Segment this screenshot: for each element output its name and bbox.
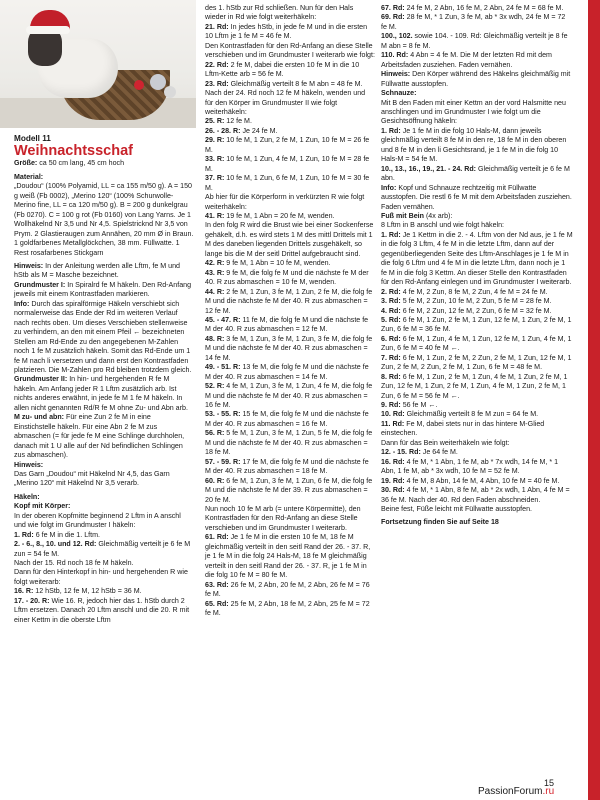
instruction-paragraph — [381, 458, 573, 477]
paragraph-text: Das Garn „Doudou“ mit Häkelnd Nr 4,5, das Garn „Merino 120“ mit Häkelnd Nr 3,5 verarb. — [14, 469, 170, 488]
instruction-paragraph — [381, 231, 573, 288]
paragraph-label: Info: — [14, 299, 30, 308]
paragraph-label: 44. R: — [205, 287, 225, 296]
paragraph-text: 11 fe M, die folg fe M und die nächste fe M der 40. R zus abmaschen = 12 fe M. — [205, 315, 369, 334]
paragraph-label: 10. Rd: — [381, 410, 405, 419]
paragraph-label: 12. - 15. Rd: — [381, 448, 421, 457]
paragraph-text: In der Anleitung werden alle Lftm, fe M und hStb als M = Masche bezeichnet. — [14, 261, 181, 280]
paragraph-text: 4 fe M, * 1 Abn, 8 fe M, ab * 2x wdh, 1 Abn, 4 fe M = 36 fe M. Nach der 40. Rd den Faden abschneiden. — [381, 486, 570, 504]
paragraph-text: 19 fe M, 1 Abn = 20 fe M, wenden. — [224, 211, 335, 220]
column-2-body — [205, 4, 375, 618]
paragraph-label: 25. R: — [205, 117, 225, 126]
instruction-paragraph — [205, 458, 375, 477]
instruction-paragraph — [14, 502, 194, 511]
instruction-paragraph — [381, 4, 573, 13]
paragraph-text: In hin- und hergehenden R fe M häkeln. Am Anfang jeder R 1 Lftm zusätzlich arb. Ist nichts anderes erwähnt, in jede fe M 1 fe M häkeln. In allen nicht genannten Rd/R fe M ohne Zu- und Abn arb. — [14, 375, 188, 412]
paragraph-text: 6 fe M, 2 Zun, 12 fe M, 2 Zun, 6 fe M = 32 fe M. — [400, 306, 552, 315]
paragraph-text: Gleichmäßig verteilt 8 fe M zun = 64 fe M. — [404, 410, 539, 419]
instruction-paragraph — [205, 410, 375, 429]
instruction-paragraph — [14, 413, 194, 460]
instruction-paragraph — [14, 531, 194, 540]
paragraph-label: 1. Rd: — [14, 530, 34, 539]
paragraph-text: Durch das spiralförmige Häkeln verschiebt sich normalerweise das Ende der Rd im weiteren Verlauf nach rechts oben. Um dieses Verschieben stellenweise zu verhindern, an den mit einem Pfeil ← bezeichneten Stellen am Rd-Ende zu den angegebenen M-Zahlen noch 1 fe M zusätzlich häkeln. Somit das Rd-Ende um 1 fe M nach li versetzen und dann erst den Kontrastfaden platzieren. Die M-Zahlen pro Rd bleiben trotzdem gleich. — [14, 299, 192, 374]
paragraph-text: sowie 104. - 109. Rd: Gleichmäßig verteilt je 8 fe M abn = 8 fe M. — [381, 32, 568, 50]
instruction-paragraph — [381, 420, 573, 439]
paragraph-text: Nach der 15. Rd noch 18 fe M häkeln. — [14, 559, 134, 568]
instruction-paragraph — [205, 61, 375, 80]
instruction-paragraph — [381, 89, 573, 98]
paragraph-text: 10 fe M, 1 Zun, 6 fe M, 1 Zun, 10 fe M = 30 fe M. — [205, 174, 370, 192]
instruction-paragraph — [381, 184, 573, 212]
paragraph-text: ca 50 cm lang, 45 cm hoch — [37, 159, 125, 168]
paragraph-label: 69. Rd: — [381, 13, 405, 22]
paragraph-text: 6 fe M in die 1. Lftm. — [33, 530, 100, 539]
paragraph-label: 49. - 51. R: — [205, 363, 241, 372]
paragraph-text: Mit B den Faden mit einer Kettm an der vord Halsmitte neu anschlingen und im Grundmuster I wie folgt um die Gesichtsöffnung häkeln: — [381, 98, 566, 126]
paragraph-label: Grundmuster I: — [14, 280, 66, 289]
instruction-paragraph — [205, 193, 375, 212]
paragraph-text: 24 fe M, 2 Abn, 16 fe M, 2 Abn, 24 fe M = 68 fe M. — [404, 4, 564, 12]
paragraph-text: Dann für den Hinterkopf in hin- und hergehenden R wie folgt weiterarb: — [14, 568, 188, 586]
paragraph-text: 4 fe M, 2 Zun, 8 fe M, 2 Zun, 4 fe M = 24 fe M. — [400, 287, 548, 296]
paragraph-text: 26 fe M, 2 Abn, 20 fe M, 2 Abn, 26 fe M = 76 fe M. — [205, 580, 370, 599]
instruction-paragraph — [205, 259, 375, 268]
paragraph-text: 6 fe M, 1 Zun, 2 fe M, 1 Zun, 4 fe M, 1 Zun, 2 fe M, 1 Zun, 12 fe M, 1 Zun, 2 fe M, 1 Zun, 4 fe M, 1 Zun, 2 fe M, 1 Zun, 6 fe M = 56 fe M ←. — [381, 372, 568, 400]
instruction-paragraph — [205, 600, 375, 619]
paragraph-text: 5 fe M, 1 Zun, 3 fe M, 1 Zun, 5 fe M, die folg fe M und die nächste fe M der 40. R zus abmaschen = 18 fe M. — [205, 429, 373, 457]
instruction-paragraph — [205, 80, 375, 118]
paragraph-label: 37. R: — [205, 174, 225, 183]
instruction-paragraph — [14, 262, 194, 281]
paragraph-text: In den folg R wird die Brust wie bei einer Sockenferse gehäkelt, d.h. es wird stets 1 M des mittl Drittels mit 1 M des daneben liegenden Drittels zusgehäkelt, so lange bis die M der seitl Drittel aufgebraucht sind. — [205, 221, 374, 258]
site-tld: .ru — [542, 786, 555, 797]
instruction-paragraph — [205, 382, 375, 410]
instruction-paragraph — [381, 518, 573, 527]
instruction-paragraph — [14, 559, 194, 568]
column-3-body — [381, 4, 573, 528]
page-title: Weihnachtsschaf — [14, 143, 133, 160]
paragraph-text: 9 fe M, die folg fe M und die nächste fe M der 40. R zus abmaschen = 10 fe M, wenden. — [205, 268, 369, 287]
paragraph-text: 15 fe M, die folg fe M und die nächste fe M der 40. R zus abmaschen = 16 fe M. — [205, 410, 369, 428]
instruction-paragraph — [14, 470, 194, 489]
paragraph-label: 22. Rd: — [205, 60, 229, 69]
paragraph-text: Den Kontrastfaden für den Rd-Anfang an diese Stelle verschieben und im Grundmuster I weiterarb wie folgt: — [205, 41, 375, 60]
paragraph-text: Je 1 fe M in die ersten 10 fe M, 18 fe M gleichmäßig verteilt in den seitl Rand der 26. - 37. R, je 1 fe M in die folg 24 Hals-M, 18 fe M gleichmäßig verteilt in den seitl Rand der 26. - 37. R, je 1 fe M in die folg 10 fe M = 80 fe M. — [205, 533, 371, 580]
paragraph-label: 1. Rd: — [381, 126, 401, 135]
page-number: 15 — [544, 778, 555, 788]
paragraph-label: 42. R: — [205, 259, 225, 268]
instruction-paragraph — [205, 174, 375, 193]
instruction-paragraph — [381, 439, 573, 448]
paragraph-text: Fe M, dabei stets nur in das hintere M-Glied einstechen. — [381, 419, 545, 438]
instruction-paragraph — [205, 4, 375, 23]
instruction-paragraph — [205, 23, 375, 42]
paragraph-label: 8. Rd: — [381, 372, 401, 381]
paragraph-label: Fuß mit Bein — [381, 211, 424, 220]
paragraph-text: 4 fe M, 1 Zun, 3 fe M, 1 Zun, 4 fe M, die folg fe M und die nächste fe M der 40. R zus abmaschen = 16 fe M. — [205, 382, 373, 410]
paragraph-label: 3. Rd: — [381, 297, 401, 306]
paragraph-label: 110. Rd: — [381, 51, 409, 60]
column-3 — [381, 4, 573, 528]
paragraph-label: 45. - 47. R: — [205, 315, 241, 324]
instruction-paragraph — [381, 505, 573, 514]
instruction-paragraph — [205, 505, 375, 533]
paragraph-label: 43. R: — [205, 268, 225, 277]
model-number: Modell 11 — [14, 134, 51, 143]
paragraph-text: 28 fe M, * 1 Zun, 3 fe M, ab * 3x wdh, 24 fe M = 72 fe M. — [381, 13, 566, 31]
paragraph-label: Hinweis: — [14, 460, 44, 469]
paragraph-text: Je 24 fe M. — [240, 126, 278, 135]
instruction-paragraph — [381, 477, 573, 486]
paragraph-label: 33. R: — [205, 155, 225, 164]
instruction-paragraph — [14, 461, 194, 470]
paragraph-label: 9. Rd: — [381, 401, 401, 410]
paragraph-label: 60. R: — [205, 476, 225, 485]
paragraph-text: In Spiralrd fe M häkeln. Den Rd-Anfang jeweils mit einem Kontrastfaden markieren. — [14, 280, 192, 299]
paragraph-text: Gleichmäßig verteilt 8 fe M abn = 48 fe M. Nach der 24. Rd noch 12 fe M häkeln, wenden und für den Körper im Grundmuster II wie folgt weiterhäkeln: — [205, 79, 366, 116]
paragraph-text: Beine fest, Füße leicht mit Füllwatte ausstopfen. — [381, 505, 533, 514]
sheep-photo — [0, 0, 196, 128]
paragraph-label: 4. Rd: — [381, 306, 401, 315]
instruction-paragraph — [381, 165, 573, 184]
instruction-paragraph — [381, 486, 573, 505]
paragraph-text: 3 fe M, 1 Zun, 3 fe M, 1 Zun, 3 fe M, die folg fe M und die nächste fe M der 40. R zus abmaschen = 14 fe M. — [205, 334, 373, 362]
paragraph-label: 30. Rd: — [381, 486, 405, 495]
instruction-paragraph — [14, 540, 194, 559]
paragraph-text: 25 fe M, 2 Abn, 18 fe M, 2 Abn, 25 fe M = 72 fe M. — [205, 599, 370, 617]
paragraph-label: 16. R: — [14, 587, 34, 596]
paragraph-text: des 1. hStb zur Rd schließen. Nun für den Hals wieder in Rd wie folgt weiterhäkeln: — [205, 4, 354, 22]
instruction-paragraph — [205, 117, 375, 126]
paragraph-label: M zu- und abn: — [14, 413, 65, 422]
paragraph-text: Je 1 fe M in die folg 10 Hals-M, dann jeweils gleichmäßig verteilt 8 fe M in den re, 18 fe M in den oberen und 8 fe M in den li Gesichtsrand, je 1 fe M in die folg 10 Hals-M = 54 fe M. — [381, 126, 567, 164]
instruction-paragraph — [381, 221, 573, 230]
paragraph-text: 8 Lftm in B anschl und wie folgt häkeln: — [381, 221, 505, 230]
paragraph-label: 2. - 6., 8., 10. und 12. Rd: — [14, 540, 97, 549]
column-1-body — [14, 159, 194, 625]
instruction-paragraph — [14, 182, 194, 258]
instruction-paragraph — [14, 159, 194, 168]
paragraph-label: 7. Rd: — [381, 353, 401, 362]
instruction-paragraph — [14, 597, 194, 625]
paragraph-text: 4 Abn = 4 fe M. Die M der letzten Rd mit dem Arbeitsfaden zusziehen. Faden vernähen. — [381, 51, 552, 69]
paragraph-label: Grundmuster II: — [14, 375, 68, 384]
instruction-paragraph — [205, 127, 375, 136]
paragraph-label: 65. Rd: — [205, 599, 229, 608]
instruction-paragraph — [205, 136, 375, 155]
paragraph-label: 67. Rd: — [381, 4, 405, 12]
paragraph-label: 17. - 20. R: — [14, 596, 50, 605]
paragraph-text: Je 64 fe M. — [420, 448, 458, 457]
paragraph-label: 2. Rd: — [381, 287, 401, 296]
instruction-paragraph — [14, 173, 194, 182]
instruction-paragraph — [205, 429, 375, 457]
instruction-paragraph — [381, 410, 573, 419]
paragraph-text: 56 fe M ←. — [400, 401, 438, 410]
instruction-paragraph — [205, 155, 375, 174]
paragraph-label: 29. R: — [205, 136, 225, 145]
instruction-paragraph — [381, 51, 573, 70]
paragraph-text: 5 fe M, 2 Zun, 10 fe M, 2 Zun, 5 fe M = 28 fe M. — [400, 297, 552, 306]
paragraph-text: 13 fe M, die folg fe M und die nächste fe M der 40. R zus abmaschen = 14 fe M. — [205, 363, 369, 381]
paragraph-label: Schnauze: — [381, 89, 417, 98]
instruction-paragraph — [205, 288, 375, 316]
paragraph-label: 11. Rd: — [381, 419, 405, 428]
paragraph-label: Kopf mit Körper: — [14, 502, 71, 511]
paragraph-text: In jedes hStb, in jede fe M und in die ersten 10 Lftm je 1 fe M = 46 fe M. — [205, 22, 368, 41]
paragraph-label: 5. Rd: — [381, 315, 401, 324]
paragraph-label: Fortsetzung finden Sie auf Seite 18 — [381, 518, 499, 527]
paragraph-label: Häkeln: — [14, 492, 40, 501]
paragraph-label: Info: — [381, 183, 397, 192]
column-2 — [205, 4, 375, 618]
instruction-paragraph — [205, 42, 375, 61]
paragraph-label: 61. Rd: — [205, 533, 229, 542]
paragraph-label: 6. Rd: — [381, 334, 401, 343]
paragraph-label: Größe: — [14, 159, 38, 168]
paragraph-text: 2 fe M, 1 Zun, 3 fe M, 1 Zun, 2 fe M, die folg fe M und die nächste fe M der 40. R zus abmaschen = 12 fe M. — [205, 287, 373, 315]
paragraph-label: Hinweis: — [381, 70, 411, 79]
instruction-paragraph — [205, 477, 375, 505]
paragraph-text: 4 fe M, 8 Abn, 14 fe M, 4 Abn, 10 fe M = 40 fe M. — [404, 476, 560, 485]
instruction-paragraph — [381, 335, 573, 354]
site-name: PassionForum — [478, 786, 543, 797]
paragraph-label: 56. R: — [205, 429, 225, 438]
instruction-paragraph — [381, 354, 573, 373]
paragraph-label: Material: — [14, 172, 44, 181]
paragraph-text: 2 fe M, dabei die ersten 10 fe M in die 10 Lftm-Kette arb = 56 fe M. — [205, 60, 360, 79]
paragraph-text: (4x arb): — [423, 211, 453, 220]
instruction-paragraph — [14, 587, 194, 596]
paragraph-text: 6 fe M, 1 Zun, 2 fe M, 1 Zun, 12 fe M, 1 Zun, 2 fe M, 1 Zun, 6 fe M = 36 fe M. — [381, 315, 572, 334]
instruction-paragraph — [381, 288, 573, 297]
paragraph-text: 12 hStb, 12 fe M, 12 hStb = 36 M. — [33, 587, 142, 596]
instruction-paragraph — [381, 13, 573, 32]
instruction-paragraph — [14, 512, 194, 531]
instruction-paragraph — [205, 533, 375, 580]
instruction-paragraph — [205, 363, 375, 382]
paragraph-text: Wie 16. R, jedoch hier das 1. hStb durch 2 Lftm ersetzen. Danach 20 Lftm anschl und die 20. R mit einer Kettm in die oberste Lftm — [14, 596, 190, 624]
instruction-paragraph — [381, 297, 573, 306]
paragraph-label: Hinweis: — [14, 261, 44, 270]
instruction-paragraph — [205, 581, 375, 600]
instruction-paragraph — [14, 281, 194, 300]
paragraph-text: 10 fe M, 1 Zun, 2 fe M, 1 Zun, 10 fe M = 26 fe M. — [205, 136, 370, 154]
paragraph-label: 53. - 55. R: — [205, 410, 241, 419]
paragraph-text: 9 fe M, 1 Abn = 10 fe M, wenden. — [224, 259, 331, 268]
instruction-paragraph — [14, 568, 194, 587]
paragraph-label: 16. Rd: — [381, 457, 405, 466]
paragraph-text: 4 fe M, * 1 Abn, 1 fe M, ab * 7x wdh, 14 fe M, * 1 Abn, 1 fe M, ab * 3x wdh, 10 fe M = 52 fe M. — [381, 457, 559, 476]
instruction-paragraph — [381, 127, 573, 165]
instruction-paragraph — [381, 448, 573, 457]
paragraph-text: 17 fe M, die folg fe M und die nächste fe M der 40. R zus abmaschen = 18 fe M. — [205, 457, 369, 476]
paragraph-text: Kopf und Schnauze rechtzeitig mit Füllwatte ausstopfen. Die restl 6 fe M mit dem Arbeitsfaden zusziehen. Faden vernähen. — [381, 183, 572, 211]
paragraph-text: 6 fe M, 1 Zun, 2 fe M, 2 Zun, 2 fe M, 1 Zun, 12 fe M, 1 Zun, 2 fe M, 2 Zun, 2 fe M, 1 Zun, 6 fe M = 48 fe M. — [381, 353, 572, 372]
paragraph-label: 41. R: — [205, 211, 225, 220]
paragraph-text: „Doudou“ (100% Polyamid, LL = ca 155 m/50 g). A = 150 g weiß (Fb 0002), „Merino 120“ (100% Schurwolle-Merino fine, LL = ca 120 m/50 g). B = 200 g dunkelgrau (Fb 0270). C = 100 g rot (Fb 0160) von Lang Yarns. Je 1 Wollhäkelnd Nr 3,5 und Nr 4,5. Spielstricknd Nr 3,5 von Prym. 2 Glastieraugen zum Annähen, 20 mm Ø in Braun. 1 goldfarbenes Metallglöckchen, 38 mm. Füllwatte. 1 Rest rosafarbenes Stickgarn — [14, 182, 194, 257]
instruction-paragraph — [205, 212, 375, 221]
paragraph-text: Den Körper während des Häkelns gleichmäßig mit Füllwatte ausstopfen. — [381, 70, 571, 88]
paragraph-text: Je 1 Kettm in die 2. - 4. Lftm von der Nd aus, je 1 fe M in die folg 3 Lftm, 4 fe M in die letzte Lftm, dann auf der gegenüberliegenden Seite des Lftm-Anschlages je 1 fe M in die folg 6 Lftm und 4 fe M in die letzte Lftm, dann noch je 1 fe M in die folg 3 Kettm. An dieser Stelle den Kontrastfaden für den Rd-Anfang einlegen und im Grundmuster I weiterarb. — [381, 230, 573, 287]
instruction-paragraph — [381, 70, 573, 89]
paragraph-text: Dann für das Bein weiterhäkeln wie folgt: — [381, 438, 510, 447]
paragraph-label: 48. R: — [205, 334, 225, 343]
paragraph-text: Gleichmäßig verteilt je 6 fe M abn. — [381, 164, 570, 183]
site-watermark[interactable] — [478, 786, 554, 797]
paragraph-text: Für eine Zun 2 fe M in eine Einstichstelle häkeln. Für eine Abn 2 fe M zus abmaschen (= für jede fe M eine Schlinge durchholen, danach mit 1 U alle auf der Nd befindlichen Schlingen zus abmaschen). — [14, 413, 185, 460]
instruction-paragraph — [14, 300, 194, 376]
instruction-paragraph — [381, 32, 573, 51]
instruction-paragraph — [381, 307, 573, 316]
paragraph-text: Ab hier für die Körperform in verkürzten R wie folgt weiterhäkeln: — [205, 193, 365, 211]
paragraph-text: In der oberen Kopfmitte beginnend 2 Lftm in A anschl und wie folgt im Grundmuster I häkeln: — [14, 511, 181, 530]
paragraph-text: Nun noch 10 fe M arb (= untere Körpermitte), den Kontrastfaden für den Rd-Anfang an diese Stelle verschieben und im Grundmuster I weiterarb. — [205, 505, 361, 532]
paragraph-label: 26. - 28. R: — [205, 126, 241, 135]
instruction-paragraph — [381, 373, 573, 401]
instruction-paragraph — [205, 269, 375, 288]
instruction-paragraph — [205, 316, 375, 335]
instruction-paragraph — [381, 99, 573, 127]
paragraph-label: 19. Rd: — [381, 476, 405, 485]
paragraph-label: 21. Rd: — [205, 22, 229, 31]
paragraph-label: 57. - 59. R: — [205, 457, 241, 466]
paragraph-label: 63. Rd: — [205, 580, 229, 589]
instruction-paragraph — [381, 212, 573, 221]
instruction-paragraph — [14, 493, 194, 502]
paragraph-text: Gleichmäßig verteilt je 6 fe M zun = 54 fe M. — [14, 540, 191, 558]
paragraph-text: 6 fe M, 1 Zun, 4 fe M, 1 Zun, 12 fe M, 1 Zun, 4 fe M, 1 Zun, 6 fe M = 40 fe M ←. — [381, 334, 572, 353]
instruction-paragraph — [205, 221, 375, 259]
paragraph-label: 23. Rd: — [205, 79, 229, 88]
column-1 — [14, 134, 194, 625]
paragraph-label: 1. Rd: — [381, 230, 401, 239]
instruction-paragraph — [205, 335, 375, 363]
instruction-paragraph — [14, 375, 194, 413]
paragraph-label: 52. R: — [205, 382, 225, 391]
instruction-paragraph — [381, 316, 573, 335]
paragraph-label: 10., 13., 16., 19., 21. - 24. Rd: — [381, 164, 477, 173]
paragraph-text: 10 fe M, 1 Zun, 4 fe M, 1 Zun, 10 fe M = 28 fe M. — [205, 155, 370, 173]
paragraph-label: 100., 102. — [381, 32, 413, 41]
instruction-paragraph — [381, 401, 573, 410]
paragraph-text: 6 fe M, 1 Zun, 3 fe M, 1 Zun, 6 fe M, die folg fe M und die nächste fe M der 39. R zus abmaschen = 20 fe M. — [205, 476, 373, 504]
paragraph-text: 12 fe M. — [224, 117, 252, 126]
accent-bar — [588, 0, 600, 800]
